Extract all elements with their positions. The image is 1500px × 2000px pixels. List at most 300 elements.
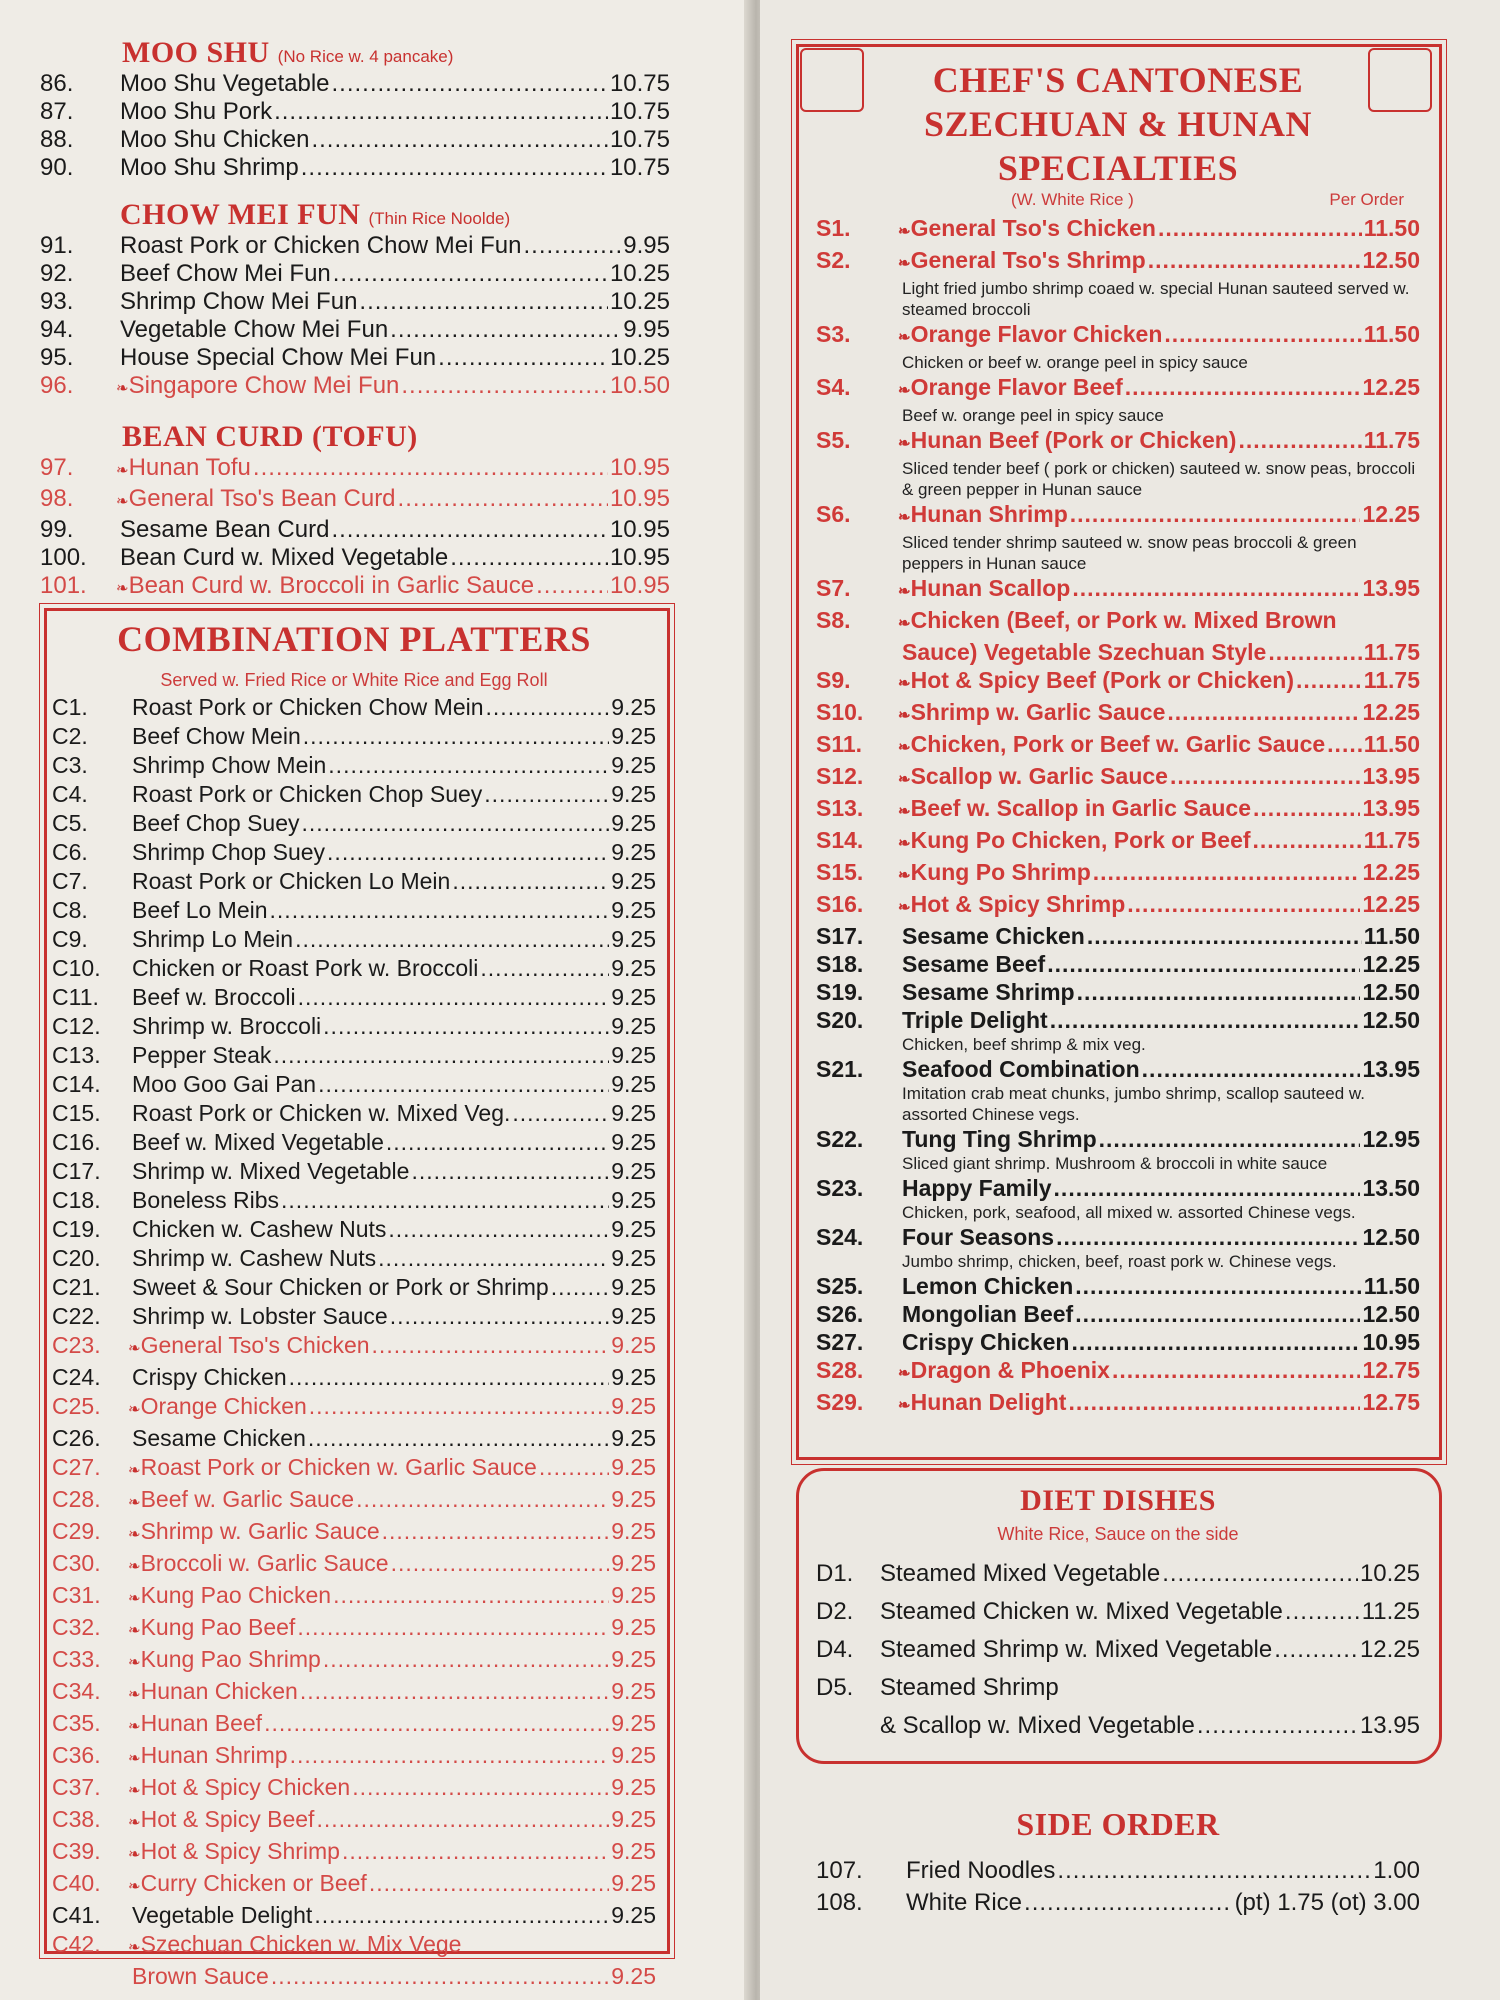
item-name: Sesame Chicken (132, 1425, 306, 1451)
menu-item (52, 1741, 656, 1773)
item-name: Beef Lo Mein (132, 897, 268, 923)
item-name: Shrimp w. Lobster Sauce (132, 1303, 388, 1329)
menu-item (52, 1392, 656, 1424)
item-price: 9.25 (611, 1582, 656, 1608)
item-number: C23. (52, 1332, 101, 1358)
item-number: C38. (52, 1806, 101, 1832)
chili-pepper-icon: ❧ (128, 1718, 141, 1735)
item-name: Crispy Chicken (902, 1329, 1070, 1355)
specialties-notes (816, 190, 1420, 214)
item-name: Shrimp w. Broccoli (132, 1013, 322, 1039)
menu-item (40, 260, 670, 288)
item-name: Roast Pork or Chicken Chop Suey (132, 781, 483, 807)
item-price: 9.25 (611, 1870, 656, 1896)
dot-leader (539, 1453, 609, 1482)
item-name: Triple Delight (902, 1007, 1048, 1033)
dot-leader (523, 232, 621, 260)
menu-item (816, 1555, 1420, 1593)
item-name: Singapore Chow Mei Fun (128, 372, 400, 399)
menu-item (816, 426, 1420, 458)
dot-leader (253, 454, 608, 482)
item-number: C41. (52, 1902, 101, 1928)
item-name: Beef w. Broccoli (132, 984, 296, 1010)
item-number: C9. (52, 926, 88, 952)
item-price: 9.25 (611, 1963, 656, 1989)
menu-item (816, 500, 1420, 532)
item-number: C40. (52, 1870, 101, 1896)
dot-leader (309, 1392, 609, 1421)
chili-pepper-icon: ❧ (128, 1462, 141, 1479)
item-name: & Scallop w. Mixed Vegetable (880, 1712, 1195, 1739)
item-description: Sliced tender beef ( pork or chicken) sauteed w. snow peas, broccoli & green pepper in Hunan sauce (902, 459, 1416, 499)
item-price: 12.50 (1362, 1007, 1420, 1033)
item-name: Seafood Combination (902, 1056, 1140, 1082)
item-number: 88. (40, 126, 74, 153)
item-name: Hot & Spicy Chicken (140, 1774, 351, 1800)
item-price: 9.25 (611, 955, 656, 981)
dot-leader (1099, 1125, 1361, 1153)
dot-leader (1167, 698, 1360, 726)
menu-item (816, 666, 1420, 698)
item-number: S12. (816, 763, 864, 789)
item-number: C10. (52, 955, 101, 981)
item-number: 86. (40, 70, 74, 97)
item-price: 11.75 (1363, 827, 1420, 853)
item-price: 13.95 (1362, 763, 1420, 789)
dot-leader (1047, 950, 1360, 978)
menu-item (816, 1388, 1420, 1420)
item-name: Hunan Chicken (140, 1678, 298, 1704)
menu-item (52, 1186, 656, 1215)
item-number: S18. (816, 951, 864, 977)
item-name: Beef w. Mixed Vegetable (132, 1129, 384, 1155)
item-price: 9.25 (611, 1742, 656, 1768)
chili-pepper-icon: ❧ (128, 1590, 141, 1607)
item-price: 13.95 (1359, 1712, 1420, 1739)
chili-pepper-icon: ❧ (128, 1878, 141, 1895)
menu-item (40, 288, 670, 316)
item-number: S19. (816, 979, 864, 1005)
item-price: 13.50 (1362, 1175, 1420, 1201)
item-price: 9.95 (623, 316, 670, 343)
side-order-section (816, 1806, 1420, 1919)
item-number: C15. (52, 1100, 101, 1126)
item-name: Hunan Delight (910, 1389, 1067, 1415)
item-name: Orange Flavor Beef (910, 374, 1123, 400)
menu-item (816, 373, 1420, 405)
menu-item (816, 320, 1420, 352)
menu-item (52, 722, 656, 751)
dot-leader (1268, 638, 1361, 666)
menu-item (52, 1244, 656, 1273)
item-description: Jumbo shrimp, chicken, beef, roast pork w. Chinese vegs. (902, 1252, 1337, 1271)
menu-item (52, 896, 656, 925)
item-number: C34. (52, 1678, 101, 1704)
item-number: S13. (816, 795, 864, 821)
item-number: D1. (816, 1560, 854, 1587)
menu-item (40, 372, 670, 403)
dot-leader (1253, 794, 1360, 822)
chili-pepper-icon: ❧ (898, 899, 911, 916)
dot-leader (486, 693, 610, 722)
item-number: S3. (816, 321, 851, 347)
dot-leader (271, 1962, 609, 1991)
dot-leader (1070, 500, 1361, 528)
item-number: C29. (52, 1518, 101, 1544)
item-name: Broccoli w. Garlic Sauce (140, 1550, 389, 1576)
item-name: Beef Chow Mein (132, 723, 301, 749)
menu-item (52, 1070, 656, 1099)
item-price: 10.25 (609, 344, 670, 371)
item-name: Sesame Shrimp (902, 979, 1075, 1005)
menu-item (52, 925, 656, 954)
item-number: C2. (52, 723, 88, 749)
item-name: Shrimp Lo Mein (132, 926, 294, 952)
menu-item (816, 1125, 1420, 1153)
item-price: 9.25 (611, 1216, 656, 1242)
menu-item (52, 1613, 656, 1645)
item-price: 9.25 (611, 1245, 656, 1271)
combination-title: COMBINATION PLATTERS (117, 619, 591, 659)
item-name: Kung Pao Chicken (140, 1582, 332, 1608)
item-price: 10.75 (609, 70, 670, 97)
dot-leader (438, 344, 608, 372)
dot-leader (308, 1424, 609, 1453)
item-name: Shrimp w. Garlic Sauce (910, 699, 1166, 725)
item-number: 107. (816, 1857, 863, 1884)
item-name: Hunan Tofu (128, 454, 251, 481)
menu-item (816, 246, 1420, 278)
item-name: Sweet & Sour Chicken or Pork or Shrimp (132, 1274, 549, 1300)
menu-item (40, 98, 670, 126)
specialties-section (816, 58, 1420, 1420)
item-number: C18. (52, 1187, 101, 1213)
item-price: 11.50 (1363, 731, 1420, 757)
chili-pepper-icon: ❧ (128, 1939, 141, 1956)
dot-leader (536, 572, 608, 600)
menu-item (52, 1012, 656, 1041)
item-price: 13.95 (1362, 795, 1420, 821)
item-name: Hunan Scallop (910, 575, 1071, 601)
item-name: Steamed Chicken w. Mixed Vegetable (880, 1598, 1283, 1625)
dot-leader (331, 516, 607, 544)
item-number: S15. (816, 859, 864, 885)
item-number: 101. (40, 572, 87, 599)
item-number: 98. (40, 485, 74, 512)
dot-leader (484, 780, 609, 809)
dot-leader (333, 260, 608, 288)
dot-leader (1274, 1631, 1358, 1669)
item-name: Scallop w. Garlic Sauce (910, 763, 1168, 789)
dot-leader (1127, 890, 1360, 918)
menu-item (52, 1215, 656, 1244)
item-number: 94. (40, 316, 74, 343)
item-number: 92. (40, 260, 74, 287)
item-number: C26. (52, 1425, 101, 1451)
dot-leader (1072, 574, 1360, 602)
dot-leader (398, 485, 608, 513)
item-price: 10.50 (609, 372, 670, 399)
chili-pepper-icon: ❧ (898, 615, 911, 632)
menu-item (52, 1581, 656, 1613)
item-price: 10.95 (609, 544, 670, 571)
menu-item (816, 1356, 1420, 1388)
menu-item (816, 574, 1420, 606)
item-price: 10.95 (1362, 1329, 1420, 1355)
dot-leader (386, 1128, 609, 1157)
dot-leader (452, 867, 609, 896)
menu-item (52, 1453, 656, 1485)
dot-leader (323, 1645, 609, 1674)
item-number: C39. (52, 1838, 101, 1864)
item-number: C12. (52, 1013, 101, 1039)
item-price: 9.25 (611, 984, 656, 1010)
item-number: S17. (816, 923, 864, 949)
item-number: 100. (40, 544, 87, 571)
menu-item (40, 316, 670, 344)
item-price: 9.25 (611, 839, 656, 865)
dot-leader (480, 954, 609, 983)
item-number: C25. (52, 1393, 101, 1419)
item-number: S21. (816, 1056, 864, 1082)
item-name: Hunan Shrimp (910, 501, 1068, 527)
item-name: Hunan Beef (140, 1710, 263, 1736)
item-number: S20. (816, 1007, 864, 1033)
item-name: Roast Pork or Chicken Lo Mein (132, 868, 451, 894)
dot-leader (1056, 1223, 1360, 1251)
item-price: 12.95 (1362, 1126, 1420, 1152)
item-description: Chicken, pork, seafood, all mixed w. assorted Chinese vegs. (902, 1203, 1356, 1222)
chili-pepper-icon: ❧ (898, 1397, 911, 1414)
item-number: D4. (816, 1636, 854, 1663)
item-price: 9.25 (611, 781, 656, 807)
dot-leader (1050, 1006, 1361, 1034)
chili-pepper-icon: ❧ (898, 382, 911, 399)
item-name: Chicken (Beef, or Pork w. Mixed Brown (910, 607, 1337, 633)
item-name: Hot & Spicy Beef (140, 1806, 315, 1832)
item-name: Boneless Ribs (132, 1187, 280, 1213)
item-price: 9.25 (611, 694, 656, 720)
chili-pepper-icon: ❧ (898, 771, 911, 788)
item-number: C14. (52, 1071, 101, 1097)
item-price: 10.75 (609, 126, 670, 153)
dot-leader (1162, 1555, 1358, 1593)
item-price: 11.75 (1363, 639, 1420, 665)
item-price: 12.50 (1362, 1224, 1420, 1250)
menu-item (52, 1805, 656, 1837)
item-price: 9.25 (611, 1838, 656, 1864)
dot-leader (372, 1331, 610, 1360)
item-name: Sesame Beef (902, 951, 1046, 977)
dot-leader (359, 288, 608, 316)
menu-item (52, 1773, 656, 1805)
dot-leader (1148, 246, 1361, 274)
item-price: 9.25 (611, 1071, 656, 1097)
item-number: 96. (40, 372, 74, 399)
chili-pepper-icon: ❧ (898, 707, 911, 724)
item-number: D2. (816, 1598, 854, 1625)
dot-leader (1253, 826, 1362, 854)
dot-leader (1093, 858, 1361, 886)
item-price: 9.25 (611, 926, 656, 952)
item-name: Shrimp Chow Mei Fun (120, 288, 358, 315)
combination-subtitle: Served w. Fried Rice or White Rice and Egg Roll (160, 670, 548, 690)
dot-leader (1087, 922, 1362, 950)
chili-pepper-icon: ❧ (128, 1494, 141, 1511)
menu-item (52, 1331, 656, 1363)
chili-pepper-icon: ❧ (116, 380, 129, 397)
item-description: Chicken or beef w. orange peel in spicy sauce (902, 353, 1248, 372)
item-number: C17. (52, 1158, 101, 1184)
item-price: 10.25 (1359, 1560, 1420, 1587)
chili-pepper-icon: ❧ (128, 1750, 141, 1767)
item-price: 11.50 (1363, 321, 1420, 347)
chili-pepper-icon: ❧ (898, 583, 911, 600)
item-number: C35. (52, 1710, 101, 1736)
menu-item (40, 485, 670, 516)
dot-leader (1285, 1593, 1360, 1631)
item-number: C6. (52, 839, 88, 865)
item-name: Pepper Steak (132, 1042, 272, 1068)
item-price: 10.25 (609, 288, 670, 315)
item-price: 12.75 (1362, 1357, 1420, 1383)
chili-pepper-icon: ❧ (116, 580, 129, 597)
item-price: 1.00 (1373, 1857, 1420, 1884)
item-price: 9.25 (611, 1518, 656, 1544)
menu-item (816, 950, 1420, 978)
item-name: Moo Shu Pork (120, 98, 273, 125)
item-number: S1. (816, 215, 851, 241)
chili-pepper-icon: ❧ (898, 1365, 911, 1382)
item-number: C42. (52, 1931, 101, 1957)
item-number: C36. (52, 1742, 101, 1768)
item-number: S29. (816, 1389, 864, 1415)
menu-item (40, 126, 670, 154)
menu-item (52, 838, 656, 867)
item-number: C32. (52, 1614, 101, 1640)
dot-leader (273, 1041, 609, 1070)
chili-pepper-icon: ❧ (116, 493, 129, 510)
item-name: Orange Chicken (140, 1393, 307, 1419)
menu-item (40, 454, 670, 485)
item-name: Szechuan Chicken w. Mix Vege (140, 1931, 462, 1957)
item-name: House Special Chow Mei Fun (120, 344, 437, 371)
dot-leader (342, 1837, 609, 1866)
item-name: Shrimp Chow Mein (132, 752, 327, 778)
moo-shu-title (40, 36, 670, 70)
item-name: Chicken, Pork or Beef w. Garlic Sauce (910, 731, 1326, 757)
menu-item (816, 890, 1420, 922)
rice-note: (W. White Rice ) (1011, 190, 1134, 209)
bean-curd-section (40, 420, 670, 603)
item-name: Beef w. Scallop in Garlic Sauce (910, 795, 1252, 821)
item-number: S25. (816, 1273, 864, 1299)
item-name: Moo Shu Vegetable (120, 70, 330, 97)
item-name: Sesame Chicken (902, 923, 1085, 949)
item-price: 10.95 (609, 572, 670, 599)
menu-item (52, 1901, 656, 1930)
chili-pepper-icon: ❧ (128, 1686, 141, 1703)
menu-item (816, 730, 1420, 762)
item-name: Steamed Mixed Vegetable (880, 1560, 1161, 1587)
per-order-label: Per Order (1329, 190, 1404, 209)
item-name: Shrimp w. Mixed Vegetable (132, 1158, 410, 1184)
item-price: 9.25 (611, 1332, 656, 1358)
item-number: C3. (52, 752, 88, 778)
menu-item (52, 751, 656, 780)
item-price: 9.25 (611, 810, 656, 836)
menu-item (816, 762, 1420, 794)
item-name: Chicken w. Cashew Nuts (132, 1216, 387, 1242)
item-number: S22. (816, 1126, 864, 1152)
menu-item (52, 780, 656, 809)
item-name: Mongolian Beef (902, 1301, 1074, 1327)
menu-item (816, 698, 1420, 730)
item-number: 99. (40, 516, 74, 543)
dot-leader (388, 1215, 609, 1244)
item-name: Kung Po Chicken, Pork or Beef (910, 827, 1251, 853)
chili-pepper-icon: ❧ (128, 1846, 141, 1863)
item-number: S14. (816, 827, 864, 853)
menu-item (816, 1300, 1420, 1328)
item-price: 9.25 (611, 1678, 656, 1704)
item-price: 9.25 (611, 1902, 656, 1928)
item-price: (pt) 1.75 (ot) 3.00 (1234, 1889, 1420, 1916)
item-name: Beef w. Garlic Sauce (140, 1486, 355, 1512)
dot-leader (1075, 1272, 1361, 1300)
menu-item (40, 154, 670, 182)
item-price: 9.25 (611, 1486, 656, 1512)
diet-subtitle: White Rice, Sauce on the side (997, 1524, 1239, 1544)
dot-leader (295, 925, 609, 954)
chow-mei-fun-section (40, 198, 670, 403)
item-name: Vegetable Delight (132, 1902, 313, 1928)
menu-item (816, 922, 1420, 950)
menu-item (816, 1006, 1420, 1034)
item-number: 93. (40, 288, 74, 315)
item-number: S10. (816, 699, 864, 725)
item-number: S27. (816, 1329, 864, 1355)
item-number: C21. (52, 1274, 101, 1300)
item-name: Steamed Shrimp w. Mixed Vegetable (880, 1636, 1273, 1663)
chili-pepper-icon: ❧ (128, 1401, 141, 1418)
dot-leader (264, 1709, 609, 1738)
item-name: Kung Pao Beef (140, 1614, 296, 1640)
menu-item (40, 544, 670, 572)
item-price: 9.25 (611, 1042, 656, 1068)
dot-leader (281, 1186, 609, 1215)
item-name: Beef Chop Suey (132, 810, 300, 836)
item-name: Orange Flavor Chicken (910, 321, 1163, 347)
item-number: S23. (816, 1175, 864, 1201)
item-price: 10.25 (609, 260, 670, 287)
item-price: 10.75 (609, 154, 670, 181)
chili-pepper-icon: ❧ (898, 255, 911, 272)
item-number: S11. (816, 731, 863, 757)
chili-pepper-icon: ❧ (128, 1340, 141, 1357)
item-price: 12.75 (1362, 1389, 1420, 1415)
dot-leader (332, 70, 608, 98)
item-number: S28. (816, 1357, 864, 1383)
dot-leader (1238, 426, 1361, 454)
item-number: C8. (52, 897, 88, 923)
dot-leader (298, 983, 610, 1012)
menu-item (52, 1157, 656, 1186)
item-name: Crispy Chicken (132, 1364, 287, 1390)
item-number: C22. (52, 1303, 101, 1329)
item-price: 9.25 (611, 1364, 656, 1390)
dot-leader (274, 98, 608, 126)
